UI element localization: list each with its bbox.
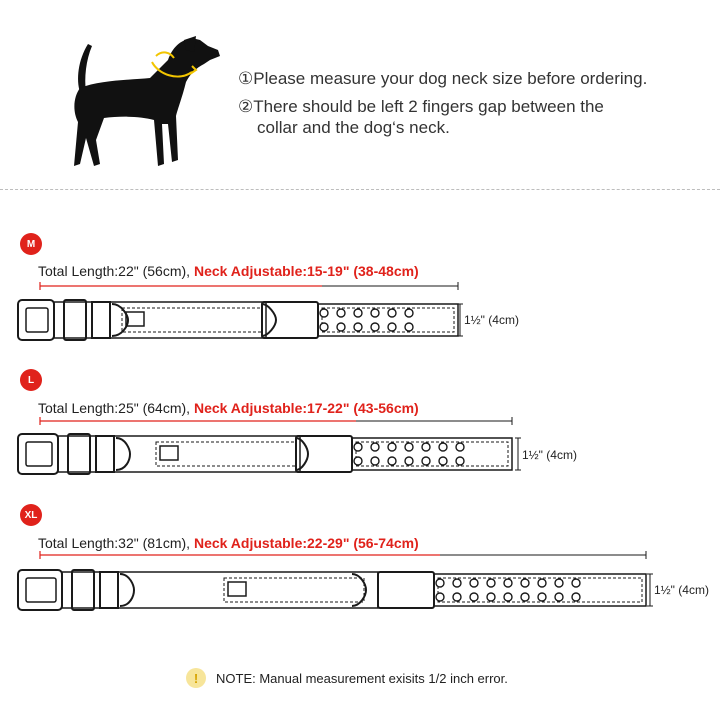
instruction-2: ②There should be left 2 fingers gap between the <box>238 97 604 116</box>
section-divider <box>0 189 720 190</box>
size-badge-l: L <box>20 369 42 391</box>
total-length-label: Total Length:22" (56cm), <box>38 263 194 279</box>
size-m-width-label: 1½" (4cm) <box>464 313 519 327</box>
size-badge-m: M <box>20 233 42 255</box>
neck-adjustable-label: Neck Adjustable:15-19" (38-48cm) <box>193 263 419 279</box>
size-l-length-text <box>38 400 419 416</box>
collar-xl <box>18 551 653 610</box>
size-badge-xl: XL <box>20 504 42 526</box>
collar-l <box>18 417 521 474</box>
neck-adjustable-label: Neck Adjustable:22-29" (56-74cm) <box>193 535 419 551</box>
neck-adjustable-label: Neck Adjustable:17-22" (43-56cm) <box>193 400 419 416</box>
size-l-width-label: 1½" (4cm) <box>522 448 577 462</box>
size-xl-length-text <box>38 535 419 551</box>
instruction-2-continued: collar and the dog‘s neck. <box>257 118 450 137</box>
collar-m <box>18 282 463 340</box>
total-length-label: Total Length:32" (81cm), <box>38 535 194 551</box>
warning-icon: ! <box>186 668 206 688</box>
note-text: NOTE: Manual measurement exisits 1/2 inch error. <box>216 670 508 686</box>
measurement-note <box>186 668 508 688</box>
instruction-1: ①Please measure your dog neck size before ordering. <box>238 69 648 88</box>
neck-measure-marker <box>152 52 196 76</box>
total-length-label: Total Length:25" (64cm), <box>38 400 194 416</box>
size-m-length-text <box>38 263 419 279</box>
size-xl-width-label: 1½" (4cm) <box>654 583 709 597</box>
